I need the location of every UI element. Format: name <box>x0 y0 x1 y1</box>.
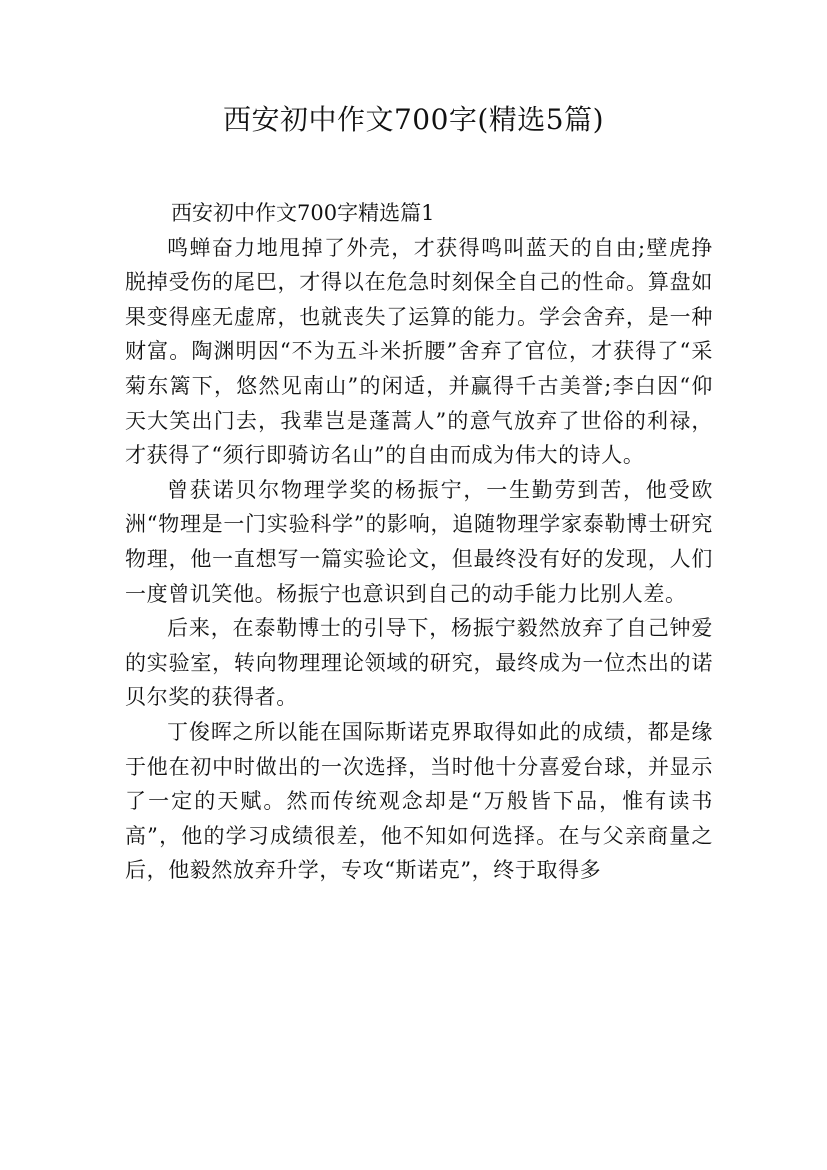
section-heading: 西安初中作文700字精选篇1 <box>171 201 435 225</box>
paragraph-2: 曾获诺贝尔物理学奖的杨振宁，一生勤劳到苦，他受欧洲“物理是一门实验科学”的影响，追随物理学家泰勒博士研究物理，他一直想写一篇实验论文，但最终没有好的发现，人们一度曾讥笑他。杨振宁也意识到自己的动手能力比别人差。 <box>125 477 713 606</box>
paragraph-4: 丁俊晖之所以能在国际斯诺克界取得如此的成绩，都是缘于他在初中时做出的一次选择，当时他十分喜爱台球，并显示了一定的天赋。然而传统观念却是“万般皆下品，惟有读书高”，他的学习成绩很差，他不知如何选择。在与父亲商量之后，他毅然放弃升学，专攻“斯诺克”，终于取得多 <box>125 719 713 883</box>
paragraph-3: 后来，在泰勒博士的引导下，杨振宁毅然放弃了自己钟爱的实验室，转向物理理论领域的研究，最终成为一位杰出的诺贝尔奖的获得者。 <box>125 616 713 710</box>
document-body <box>125 196 713 888</box>
paragraph-1: 鸣蝉奋力地甩掉了外壳，才获得鸣叫蓝天的自由;壁虎挣脱掉受伤的尾巴，才得以在危急时刻保全自己的性命。算盘如果变得座无虚席，也就丧失了运算的能力。学会舍弃，是一种财富。陶渊明因“不为五斗米折腰”舍弃了官位，才获得了“采菊东篱下，悠然见南山”的闲适，并赢得千古美誉;李白因“仰天大笑出门去，我辈岂是蓬蒿人”的意气放弃了世俗的利禄，才获得了“须行即骑访名山”的自由而成为伟大的诗人。 <box>125 235 713 468</box>
document-title: 西安初中作文700字(精选5篇) <box>222 103 605 136</box>
